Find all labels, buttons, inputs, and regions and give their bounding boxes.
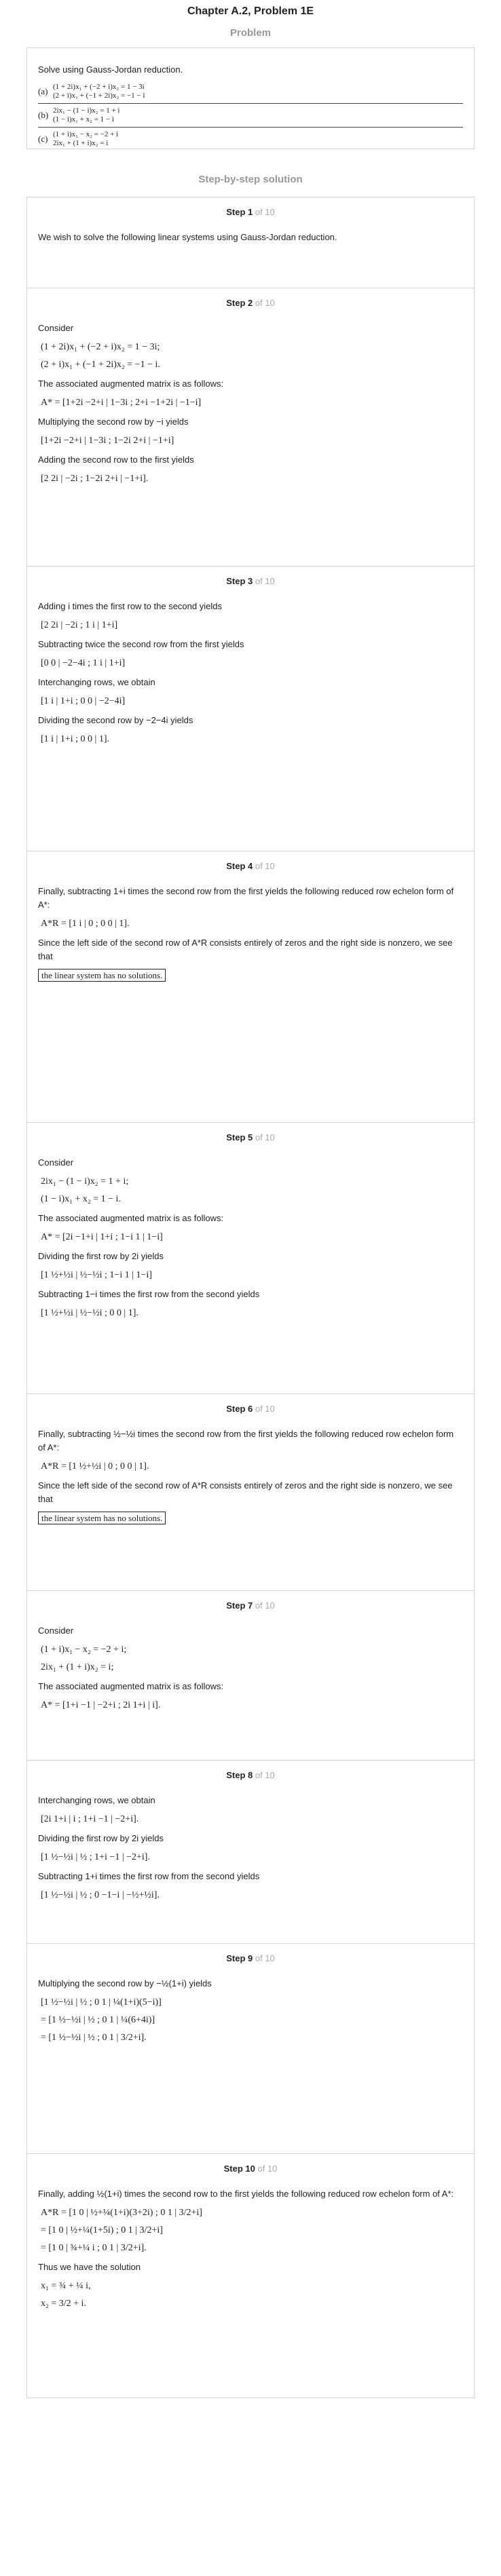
- step-text: Finally, adding ½(1+i) times the second row to the first yields the following reduced row echelon form of A*:: [38, 2189, 454, 2199]
- step-text: The associated augmented matrix is as follows:: [38, 1213, 224, 1223]
- equation: (2 + i)x₁ + (−1 + 2i)x₂ = −1 − i.: [41, 360, 160, 370]
- step-heading: [38, 861, 463, 871]
- equation: 2ix₁ − (1 − i)x₂ = 1 + i;: [41, 1176, 129, 1187]
- step-number: Step 4: [226, 861, 253, 871]
- matrix-expression: = [1 0 | ¾+¼ i ; 0 1 | 3/2+i].: [41, 2243, 147, 2253]
- matrix-expression: [1 ½−½i | ½ ; 1+i −1 | −2+i].: [41, 1852, 150, 1862]
- equation: 2ix₁ + (1 + i)x₂ = i: [53, 139, 109, 147]
- equation: (1 + i)x₁ − x₂ = −2 + i: [53, 130, 119, 138]
- step-card: [26, 197, 475, 288]
- step-text: Finally, subtracting ½−½i times the second row from the first yields the following reduced row echelon form of A*:: [38, 1429, 454, 1453]
- step-text: We wish to solve the following linear systems using Gauss-Jordan reduction.: [38, 232, 337, 242]
- matrix-expression: A* = [2i −1+i | 1+i ; 1−i 1 | 1−i]: [41, 1232, 163, 1242]
- step-card: [26, 2154, 475, 2398]
- part-label: (a): [38, 86, 48, 96]
- matrix-expression: A* = [1+2i −2+i | 1−3i ; 2+i −1+2i | −1−i]: [41, 398, 202, 408]
- matrix-expression: A* = [1+i −1 | −2+i ; 2i 1+i | i].: [41, 1700, 161, 1710]
- matrix-expression: A*R = [1 i | 0 ; 0 0 | 1].: [41, 919, 130, 929]
- step-text: Adding i times the first row to the second yields: [38, 601, 222, 611]
- problem-heading: Problem: [229, 27, 271, 39]
- equation: (1 + 2i)x₁ + (−2 + i)x₂ = 1 − 3i;: [41, 342, 160, 352]
- step-total: of 10: [253, 1953, 275, 1963]
- step-text: Subtracting twice the second row from the first yields: [38, 639, 244, 649]
- step-heading: [38, 298, 463, 308]
- matrix-expression: [2 2i | −2i ; 1−2i 2+i | −1+i].: [41, 474, 149, 484]
- matrix-expression: [0 0 | −2−4i ; 1 i | 1+i]: [41, 658, 126, 668]
- step-text: Dividing the first row by 2i yields: [38, 1251, 164, 1261]
- step-card: [26, 1394, 475, 1591]
- step-text: Consider: [38, 323, 74, 333]
- equation: (1 − i)x₁ + x₂ = 1 − i: [53, 115, 114, 123]
- step-text: Adding the second row to the first yields: [38, 455, 194, 465]
- step-card: [26, 566, 475, 851]
- step-text: Since the left side of the second row of A*R consists entirely of zeros and the right side is nonzero, we see that: [38, 938, 453, 961]
- chapter-title: Chapter A.2, Problem 1E: [187, 5, 314, 17]
- step-card: [26, 1944, 475, 2154]
- step-card: [26, 1123, 475, 1394]
- step-number: Step 1: [226, 207, 253, 217]
- step-total: of 10: [253, 1770, 275, 1780]
- step-text: Interchanging rows, we obtain: [38, 677, 155, 687]
- step-card: [26, 1761, 475, 1944]
- step-text: Consider: [38, 1626, 74, 1636]
- step-number: Step 8: [226, 1770, 253, 1780]
- step-text: Since the left side of the second row of A*R consists entirely of zeros and the right side is nonzero, we see that: [38, 1480, 453, 1504]
- matrix-expression: [1 i | 1+i ; 0 0 | −2−4i]: [41, 696, 126, 706]
- step-total: of 10: [255, 2164, 278, 2174]
- matrix-expression: [2i 1+i | i ; 1+i −1 | −2+i].: [41, 1814, 139, 1824]
- matrix-expression: = [1 ½−½i | ½ ; 0 1 | ¼(6+4i)]: [41, 2015, 155, 2025]
- step-total: of 10: [253, 1600, 275, 1611]
- matrix-expression: [1 ½−½i | ½ ; 0 1 | ¼(1+i)(5−i)]: [41, 1997, 162, 2007]
- matrix-expression: [1 ½+½i | ½−½i ; 0 0 | 1].: [41, 1308, 138, 1318]
- step-text: Dividing the first row by 2i yields: [38, 1833, 164, 1843]
- step-total: of 10: [253, 1404, 275, 1414]
- step-total: of 10: [253, 576, 275, 586]
- step-text: Dividing the second row by −2−4i yields: [38, 715, 193, 725]
- step-text: Multiplying the second row by −i yields: [38, 417, 189, 427]
- matrix-expression: = [1 0 | ½+¼(1+5i) ; 0 1 | 3/2+i]: [41, 2225, 163, 2235]
- matrix-expression: A*R = [1 0 | ½+¼(1+i)(3+2i) ; 0 1 | 3/2+i]: [41, 2208, 202, 2218]
- boxed-conclusion: [38, 969, 463, 982]
- matrix-expression: [1+2i −2+i | 1−3i ; 1−2i 2+i | −1+i]: [41, 436, 174, 446]
- part-label: (b): [38, 110, 49, 120]
- step-number: Step 6: [226, 1404, 253, 1414]
- equation: (1 + i)x₁ − x₂ = −2 + i;: [41, 1645, 127, 1655]
- step-number: Step 9: [226, 1953, 253, 1963]
- step-heading: [38, 1404, 463, 1414]
- step-text: The associated augmented matrix is as follows:: [38, 379, 224, 389]
- step-number: Step 2: [226, 298, 253, 308]
- step-heading: [38, 576, 463, 586]
- equation: x₁ = ¾ + ¼ i,: [41, 2281, 91, 2291]
- step-number: Step 3: [226, 576, 253, 586]
- step-text: Thus we have the solution: [38, 2262, 141, 2272]
- boxed-text: the linear system has no solutions.: [38, 969, 166, 982]
- step-heading: [38, 207, 463, 217]
- problem-part-b: [38, 104, 463, 128]
- step-text: The associated augmented matrix is as follows:: [38, 1681, 224, 1691]
- solution-heading: Step-by-step solution: [198, 174, 303, 185]
- matrix-expression: [1 ½−½i | ½ ; 0 −1−i | −½+½i].: [41, 1890, 160, 1900]
- problem-instruction: Solve using Gauss-Jordan reduction.: [38, 64, 183, 75]
- step-number: Step 10: [223, 2164, 255, 2174]
- step-total: of 10: [253, 861, 275, 871]
- equation: (1 − i)x₁ + x₂ = 1 − i.: [41, 1194, 121, 1204]
- matrix-expression: [2 2i | −2i ; 1 i | 1+i]: [41, 620, 118, 630]
- step-text: Consider: [38, 1157, 74, 1168]
- equation: 2ix₁ + (1 + i)x₂ = i;: [41, 1662, 114, 1672]
- step-total: of 10: [253, 207, 275, 217]
- step-card: [26, 851, 475, 1123]
- step-number: Step 7: [226, 1600, 253, 1611]
- step-card: [26, 288, 475, 566]
- equation: x₂ = 3/2 + i.: [41, 2299, 86, 2309]
- problem-part-c: [38, 128, 463, 151]
- step-number: Step 5: [226, 1132, 253, 1142]
- step-total: of 10: [253, 298, 275, 308]
- step-text: Subtracting 1+i times the first row from the second yields: [38, 1871, 260, 1881]
- step-heading: [38, 1770, 463, 1780]
- step-text: Multiplying the second row by −½(1+i) yields: [38, 1978, 212, 1988]
- equation: (2 + i)x₁ + (−1 + 2i)x₂ = −1 − i: [53, 92, 145, 100]
- boxed-conclusion: [38, 1512, 463, 1525]
- step-text: Interchanging rows, we obtain: [38, 1795, 155, 1805]
- page: [20, 0, 481, 2398]
- equation: (1 + 2i)x₁ + (−2 + i)x₂ = 1 − 3i: [53, 83, 145, 91]
- boxed-text: the linear system has no solutions.: [38, 1512, 166, 1524]
- part-label: (c): [38, 134, 48, 144]
- step-total: of 10: [253, 1132, 275, 1142]
- step-text: Subtracting 1−i times the first row from the second yields: [38, 1289, 260, 1299]
- problem-box: [26, 47, 475, 149]
- steps-list: [20, 197, 481, 2398]
- matrix-expression: [1 i | 1+i ; 0 0 | 1].: [41, 734, 109, 744]
- problem-part-a: [38, 80, 463, 104]
- step-text: Finally, subtracting 1+i times the second row from the first yields the following reduced row echelon form of A*:: [38, 886, 454, 910]
- step-card: [26, 1591, 475, 1761]
- matrix-expression: = [1 ½−½i | ½ ; 0 1 | 3/2+i].: [41, 2033, 147, 2043]
- matrix-expression: [1 ½+½i | ½−½i ; 1−i 1 | 1−i]: [41, 1270, 152, 1280]
- equation: 2ix₁ − (1 − i)x₂ = 1 + i: [53, 107, 120, 115]
- step-heading: [38, 2164, 463, 2174]
- step-heading: [38, 1600, 463, 1611]
- step-heading: [38, 1132, 463, 1142]
- matrix-expression: A*R = [1 ½+½i | 0 ; 0 0 | 1].: [41, 1461, 149, 1472]
- step-heading: [38, 1953, 463, 1963]
